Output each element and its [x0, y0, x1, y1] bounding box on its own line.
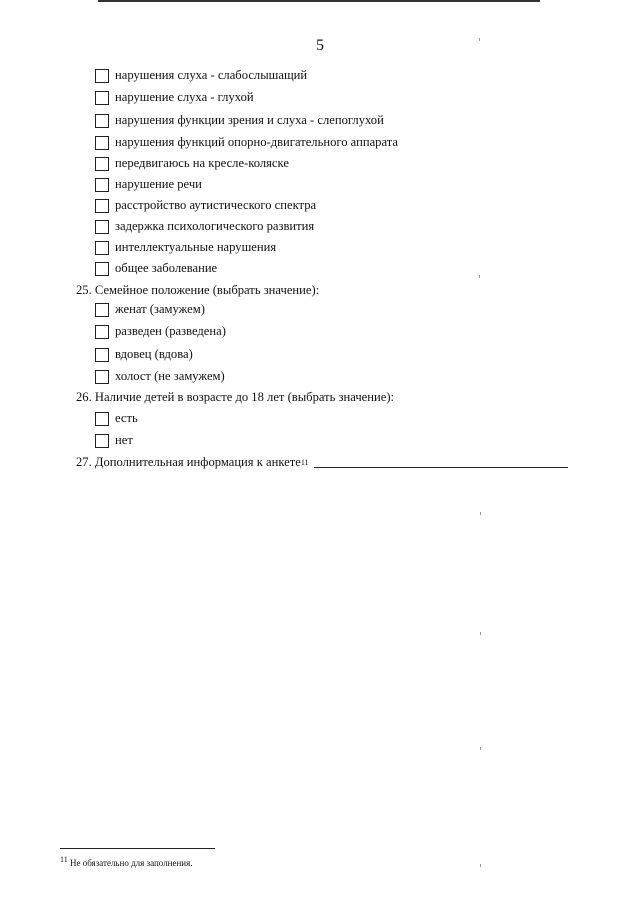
option-label: нарушение слуха - глухой	[115, 90, 254, 104]
question-25-label: 25. Семейное положение (выбрать значение):	[76, 283, 320, 297]
scan-mark	[479, 38, 480, 41]
checkbox[interactable]	[95, 199, 109, 213]
option-row[interactable]	[95, 347, 193, 362]
option-label: нет	[115, 433, 133, 447]
checkbox[interactable]	[95, 348, 109, 362]
option-row[interactable]	[95, 324, 226, 339]
checkbox[interactable]	[95, 91, 109, 105]
option-label: вдовец (вдова)	[115, 347, 193, 361]
option-label: есть	[115, 411, 138, 425]
checkbox[interactable]	[95, 412, 109, 426]
option-label: нарушения функций опорно-двигательного аппарата	[115, 135, 398, 149]
question-27-label: 27. Дополнительная информация к анкете	[76, 455, 301, 469]
question-27: 27. Дополнительная информация к анкете 11	[76, 455, 568, 470]
checkbox[interactable]	[95, 370, 109, 384]
checkbox[interactable]	[95, 178, 109, 192]
scan-mark	[480, 632, 481, 635]
top-rule	[98, 0, 540, 2]
option-row[interactable]	[95, 433, 133, 448]
checkbox[interactable]	[95, 69, 109, 83]
question-26-label: 26. Наличие детей в возрасте до 18 лет (выбрать значение):	[76, 390, 395, 404]
scan-mark	[480, 864, 481, 867]
option-label: интеллектуальные нарушения	[115, 240, 277, 254]
option-row[interactable]	[95, 240, 276, 255]
scan-mark	[480, 512, 481, 515]
checkbox[interactable]	[95, 262, 109, 276]
checkbox[interactable]	[95, 157, 109, 171]
option-label: женат (замужем)	[115, 302, 205, 316]
option-row[interactable]	[95, 369, 225, 384]
answer-line[interactable]	[314, 457, 568, 468]
option-row[interactable]	[95, 219, 314, 234]
scan-mark	[479, 275, 480, 278]
checkbox[interactable]	[95, 434, 109, 448]
footnote-text: Не обязательно для заполнения.	[69, 858, 193, 868]
checkbox[interactable]	[95, 241, 109, 255]
option-row[interactable]	[95, 68, 307, 83]
option-row[interactable]	[95, 198, 316, 213]
option-label: расстройство аутистического спектра	[115, 198, 317, 212]
option-label: задержка психологического развития	[115, 219, 315, 233]
option-label: нарушение речи	[115, 177, 202, 191]
option-row[interactable]	[95, 177, 202, 192]
footnote-number: 11	[60, 855, 68, 864]
footnote-rule	[60, 848, 215, 849]
option-row[interactable]	[95, 135, 398, 150]
footnote	[60, 855, 193, 868]
checkbox[interactable]	[95, 136, 109, 150]
page-number: 5	[316, 37, 324, 54]
option-row[interactable]	[95, 113, 384, 128]
option-row[interactable]	[95, 156, 289, 171]
checkbox[interactable]	[95, 220, 109, 234]
option-label: холост (не замужем)	[115, 369, 225, 383]
option-label: нарушения функции зрения и слуха - слепоглухой	[115, 113, 384, 127]
option-row[interactable]	[95, 302, 205, 317]
scan-mark	[480, 747, 481, 750]
checkbox[interactable]	[95, 325, 109, 339]
option-row[interactable]	[95, 90, 254, 105]
checkbox[interactable]	[95, 303, 109, 317]
option-row[interactable]	[95, 261, 217, 276]
option-label: общее заболевание	[115, 261, 218, 275]
checkbox[interactable]	[95, 114, 109, 128]
option-label: передвигаюсь на кресле-коляске	[115, 156, 289, 170]
option-label: нарушения слуха - слабослышащий	[115, 68, 308, 82]
option-label: разведен (разведена)	[115, 324, 226, 338]
option-row[interactable]	[95, 411, 138, 426]
